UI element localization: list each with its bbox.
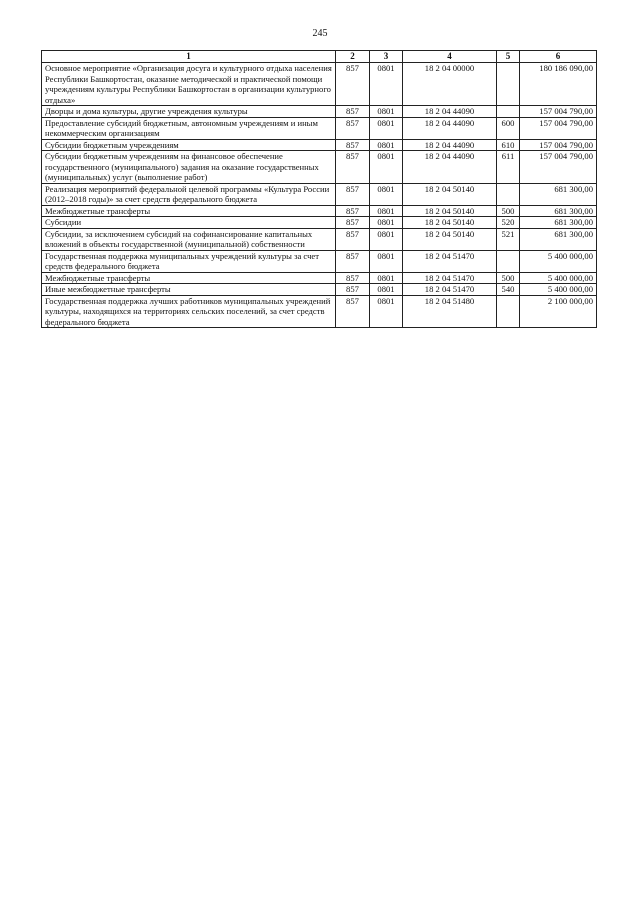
table-row <box>42 228 597 250</box>
row-code-2: 857 <box>336 63 370 106</box>
column-header: 6 <box>520 51 597 63</box>
row-code-5 <box>497 183 520 205</box>
table-header-row <box>42 51 597 63</box>
row-code-3: 0801 <box>370 228 403 250</box>
row-code-4: 18 2 04 50140 <box>403 217 497 229</box>
row-amount: 157 004 790,00 <box>520 117 597 139</box>
row-code-3: 0801 <box>370 183 403 205</box>
row-code-2: 857 <box>336 183 370 205</box>
row-code-2: 857 <box>336 117 370 139</box>
row-amount: 2 100 000,00 <box>520 295 597 328</box>
table-row <box>42 63 597 106</box>
row-code-3: 0801 <box>370 205 403 217</box>
row-code-5: 520 <box>497 217 520 229</box>
row-code-2: 857 <box>336 205 370 217</box>
row-code-4: 18 2 04 51480 <box>403 295 497 328</box>
column-header: 5 <box>497 51 520 63</box>
row-code-2: 857 <box>336 217 370 229</box>
table-row <box>42 250 597 272</box>
row-code-5: 610 <box>497 139 520 151</box>
row-code-5: 600 <box>497 117 520 139</box>
row-code-5 <box>497 295 520 328</box>
table-row <box>42 151 597 184</box>
row-code-4: 18 2 04 44090 <box>403 139 497 151</box>
page-number: 245 <box>312 28 328 39</box>
table-row <box>42 217 597 229</box>
row-code-5: 500 <box>497 205 520 217</box>
column-header: 2 <box>336 51 370 63</box>
column-header: 1 <box>42 51 336 63</box>
row-code-3: 0801 <box>370 217 403 229</box>
row-amount: 681 300,00 <box>520 183 597 205</box>
row-code-4: 18 2 04 51470 <box>403 250 497 272</box>
row-amount: 5 400 000,00 <box>520 250 597 272</box>
row-description: Реализация мероприятий федеральной целевой программы «Культура России (2012–2018 годы)» за счет средств федерального бюджета <box>42 183 336 205</box>
row-code-2: 857 <box>336 139 370 151</box>
row-code-2: 857 <box>336 272 370 284</box>
row-description: Дворцы и дома культуры, другие учреждения культуры <box>42 106 336 118</box>
row-description: Межбюджетные трансферты <box>42 272 336 284</box>
row-amount: 681 300,00 <box>520 228 597 250</box>
row-code-5 <box>497 106 520 118</box>
table-row <box>42 139 597 151</box>
table-row <box>42 272 597 284</box>
row-code-3: 0801 <box>370 63 403 106</box>
row-code-4: 18 2 04 51470 <box>403 284 497 296</box>
row-code-2: 857 <box>336 151 370 184</box>
row-amount: 157 004 790,00 <box>520 106 597 118</box>
row-code-3: 0801 <box>370 272 403 284</box>
row-code-5: 500 <box>497 272 520 284</box>
row-amount: 5 400 000,00 <box>520 284 597 296</box>
row-description: Субсидии <box>42 217 336 229</box>
table-row <box>42 117 597 139</box>
row-code-2: 857 <box>336 250 370 272</box>
row-code-2: 857 <box>336 284 370 296</box>
table-row <box>42 106 597 118</box>
row-description: Государственная поддержка муниципальных учреждений культуры за счет средств федерального бюджета <box>42 250 336 272</box>
row-description: Субсидии бюджетным учреждениям <box>42 139 336 151</box>
row-code-4: 18 2 04 50140 <box>403 183 497 205</box>
row-code-2: 857 <box>336 295 370 328</box>
row-code-4: 18 2 04 50140 <box>403 228 497 250</box>
row-description: Субсидии бюджетным учреждениям на финансовое обеспечение государственного (муниципального) задания на оказание государственных (муниципальных) услуг (выполнение работ) <box>42 151 336 184</box>
row-code-3: 0801 <box>370 117 403 139</box>
row-description: Межбюджетные трансферты <box>42 205 336 217</box>
row-amount: 681 300,00 <box>520 217 597 229</box>
table-row <box>42 284 597 296</box>
budget-table <box>41 50 597 328</box>
row-code-3: 0801 <box>370 106 403 118</box>
row-code-5 <box>497 250 520 272</box>
row-code-3: 0801 <box>370 250 403 272</box>
row-description: Субсидии, за исключением субсидий на софинансирование капитальных вложений в объекты государственной (муниципальной) собственности <box>42 228 336 250</box>
row-code-5: 521 <box>497 228 520 250</box>
row-code-3: 0801 <box>370 139 403 151</box>
row-description: Государственная поддержка лучших работников муниципальных учреждений культуры, находящихся на территориях сельских поселений, за счет средств федерального бюджета <box>42 295 336 328</box>
row-code-4: 18 2 04 44090 <box>403 106 497 118</box>
row-code-4: 18 2 04 44090 <box>403 151 497 184</box>
row-amount: 180 186 090,00 <box>520 63 597 106</box>
row-code-2: 857 <box>336 106 370 118</box>
row-description: Иные межбюджетные трансферты <box>42 284 336 296</box>
row-amount: 681 300,00 <box>520 205 597 217</box>
table-row <box>42 183 597 205</box>
row-code-2: 857 <box>336 228 370 250</box>
row-description: Основное мероприятие «Организация досуга и культурного отдыха населения Республики Башкортостан, оказание методической и практической помощи учреждениям культуры Республики Башкортостан в организации культурного отдыха» <box>42 63 336 106</box>
row-code-4: 18 2 04 00000 <box>403 63 497 106</box>
row-code-5: 540 <box>497 284 520 296</box>
table-row <box>42 205 597 217</box>
row-code-4: 18 2 04 44090 <box>403 117 497 139</box>
column-header: 3 <box>370 51 403 63</box>
table-row <box>42 295 597 328</box>
row-amount: 5 400 000,00 <box>520 272 597 284</box>
row-code-4: 18 2 04 50140 <box>403 205 497 217</box>
row-description: Предоставление субсидий бюджетным, автономным учреждениям и иным некоммерческим организациям <box>42 117 336 139</box>
row-amount: 157 004 790,00 <box>520 139 597 151</box>
row-amount: 157 004 790,00 <box>520 151 597 184</box>
row-code-3: 0801 <box>370 151 403 184</box>
row-code-3: 0801 <box>370 295 403 328</box>
column-header: 4 <box>403 51 497 63</box>
row-code-4: 18 2 04 51470 <box>403 272 497 284</box>
row-code-3: 0801 <box>370 284 403 296</box>
row-code-5 <box>497 63 520 106</box>
row-code-5: 611 <box>497 151 520 184</box>
